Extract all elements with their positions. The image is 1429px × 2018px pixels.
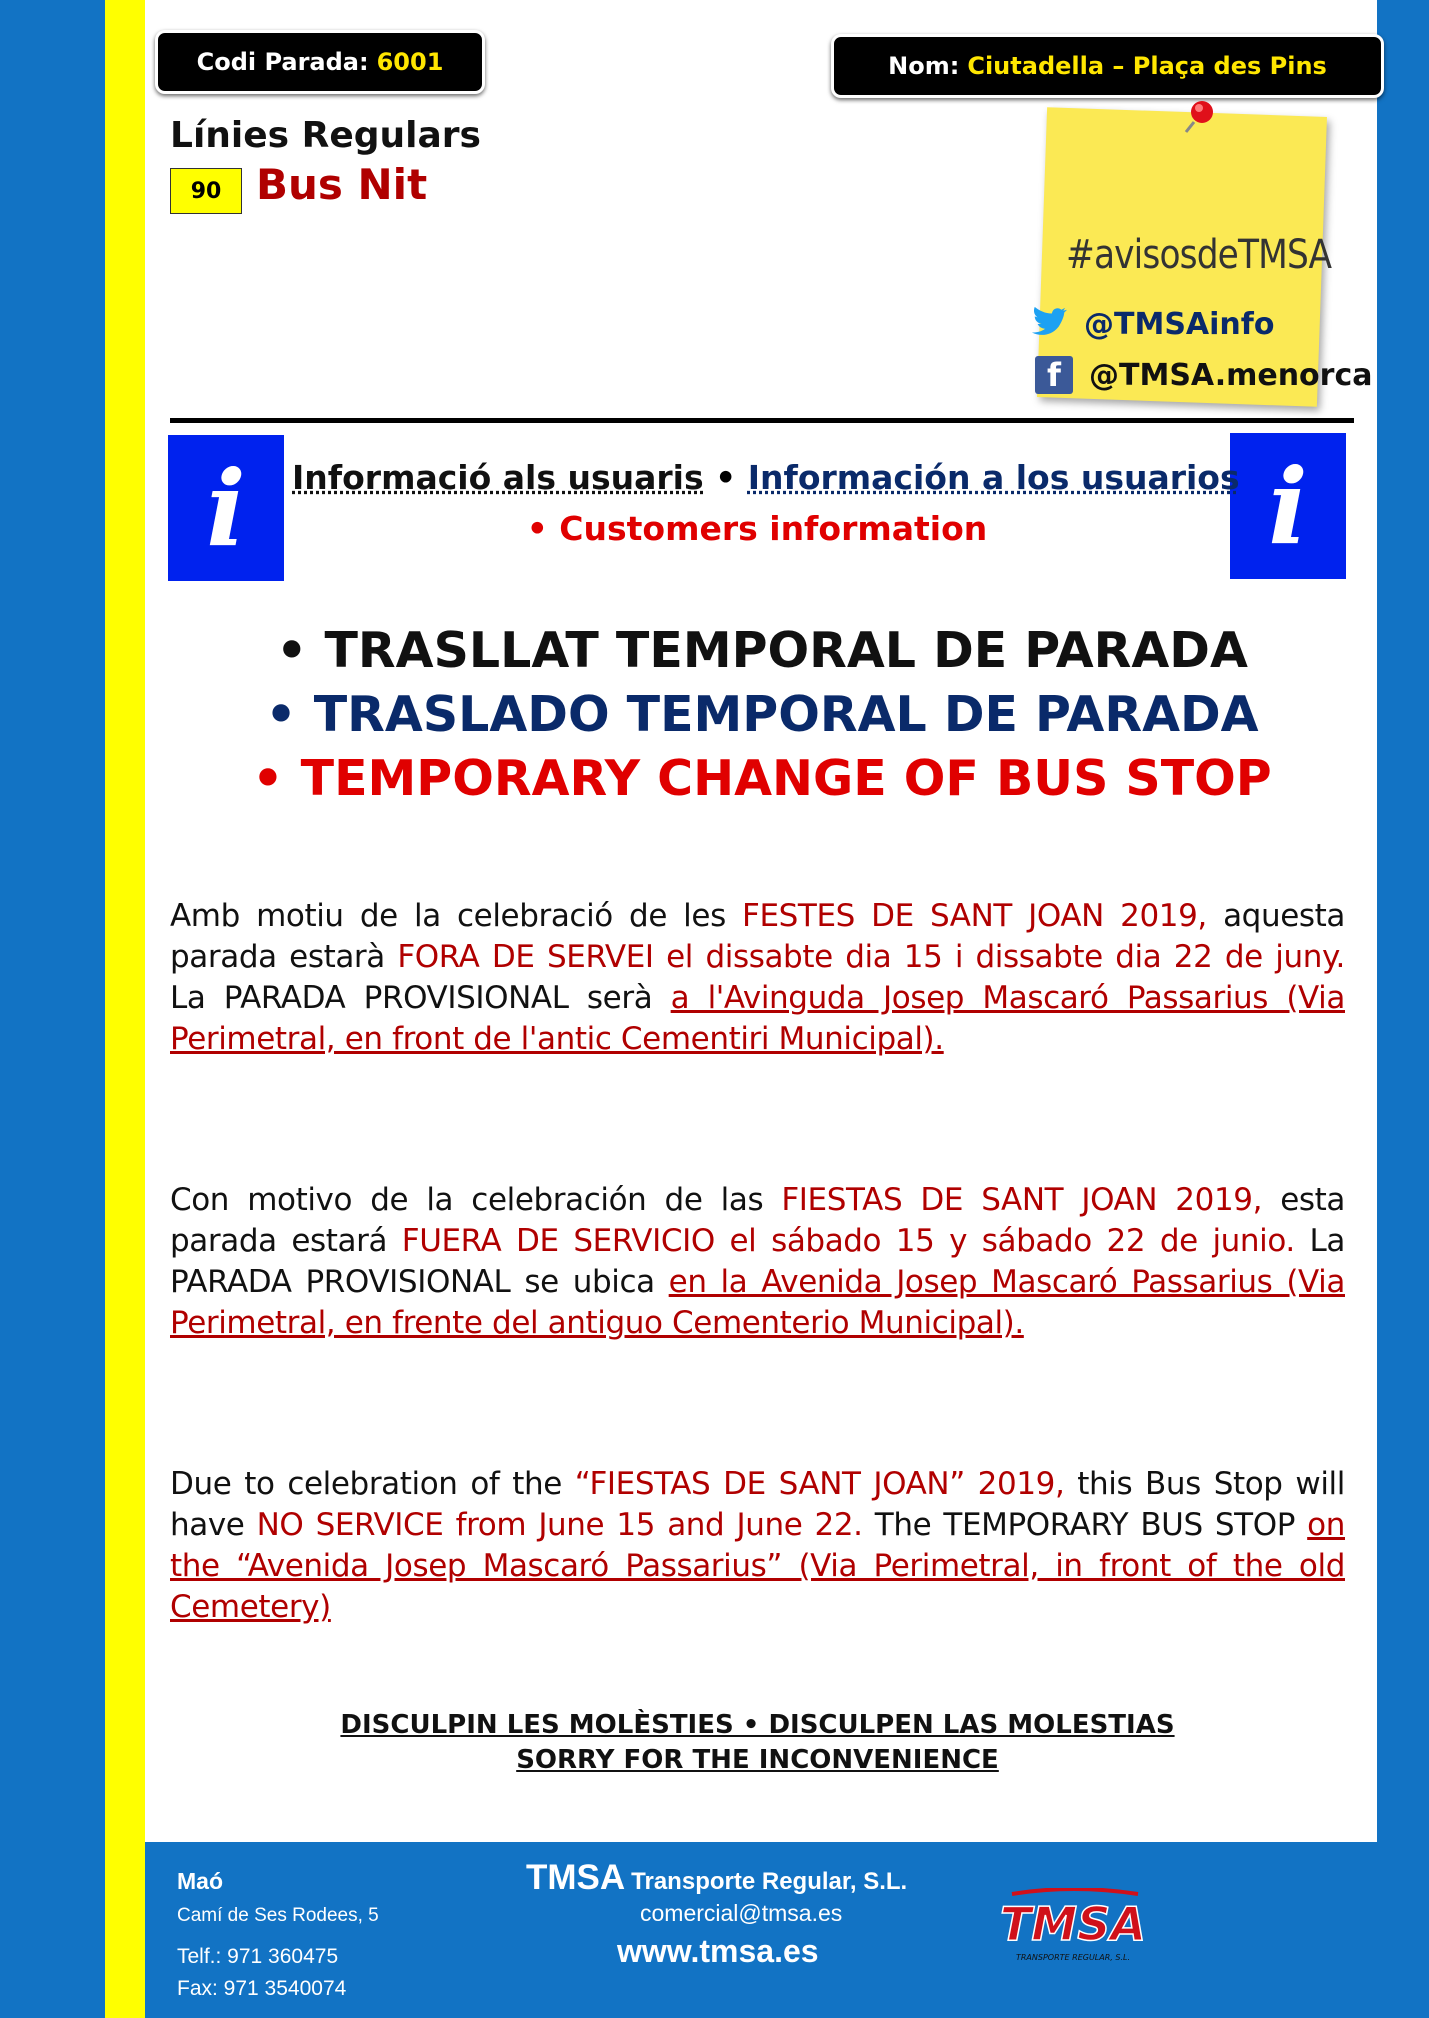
para-event: “FIESTAS DE SANT JOAN” 2019, xyxy=(574,1466,1065,1502)
stop-code-label: Codi Parada: xyxy=(196,48,369,76)
info-heading xyxy=(292,458,1240,497)
hashtag-text: #avisosdeTMSA xyxy=(1066,232,1332,278)
para-out-of-service: FUERA DE SERVICIO el sábado 15 y sábado 22 de junio. xyxy=(401,1223,1295,1259)
para-temporary-location: en la Avenida Josep Mascaró Passarius (Via Perimetral, en frente del antiguo Cementerio Municipal). xyxy=(170,1264,1345,1341)
para-text: Due to celebration of the xyxy=(170,1466,575,1502)
twitter-handle: @TMSAinfo xyxy=(1084,306,1275,342)
footer-company xyxy=(526,1858,907,1898)
stop-name-value: Ciutadella – Plaça des Pins xyxy=(967,52,1327,80)
route-name: Bus Nit xyxy=(256,160,428,209)
para-text: Con motivo de la celebración de las xyxy=(170,1182,782,1218)
para-text: The TEMPORARY BUS STOP xyxy=(862,1507,1308,1543)
info-icon: i xyxy=(1230,433,1346,579)
info-heading-catalan: Informació als usuaris xyxy=(292,458,704,497)
para-text: Amb motiu de la celebració de les xyxy=(170,898,743,934)
apology-line-2: SORRY FOR THE INCONVENIENCE xyxy=(516,1745,999,1775)
facebook-icon: f xyxy=(1035,356,1073,394)
headline-spanish: • TRASLADO TEMPORAL DE PARADA xyxy=(265,686,1259,743)
footer-address: Camí de Ses Rodees, 5 xyxy=(177,1905,379,1926)
headline-catalan: • TRASLLAT TEMPORAL DE PARADA xyxy=(276,622,1248,679)
stop-name-badge xyxy=(831,34,1384,98)
para-event: FIESTAS DE SANT JOAN 2019, xyxy=(781,1182,1263,1218)
info-icon: i xyxy=(168,435,284,581)
para-text: this Bus Stop will have xyxy=(170,1466,1345,1543)
footer-email[interactable]: comercial@tmsa.es xyxy=(640,1900,843,1926)
footer-phone: Telf.: 971 360475 xyxy=(177,1945,339,1968)
facebook-row[interactable] xyxy=(1035,356,1373,394)
para-text: La PARADA PROVISIONAL serà xyxy=(170,980,671,1016)
facebook-handle: @TMSA.menorca xyxy=(1089,357,1373,393)
horizontal-divider xyxy=(170,418,1354,423)
para-temporary-location: a l'Avinguda Josep Mascaró Passarius (Via Perimetral, en front de l'antic Cementiri Municipal). xyxy=(170,980,1345,1057)
info-heading-spanish: Información a los usuarios xyxy=(747,458,1240,497)
paragraph-spanish xyxy=(170,1180,1345,1344)
yellow-side-stripe xyxy=(105,0,145,2018)
para-text: aquesta parada estarà xyxy=(170,898,1345,975)
push-pin-icon xyxy=(1180,96,1220,136)
para-event: FESTES DE SANT JOAN 2019, xyxy=(742,898,1207,934)
footer-fax: Fax: 971 3540074 xyxy=(177,1977,347,2000)
route-number-badge: 90 xyxy=(170,168,242,214)
stop-code-badge xyxy=(155,30,485,94)
stop-name-label: Nom: xyxy=(888,52,960,80)
para-temporary-location: on the “Avenida Josep Mascaró Passarius” (Via Perimetral, in front of the old Cemetery) xyxy=(170,1507,1345,1625)
para-out-of-service: NO SERVICE from June 15 and June 22. xyxy=(256,1507,863,1543)
logo-wordmark: TMSA xyxy=(1000,1897,1146,1951)
info-separator: • xyxy=(715,458,737,497)
logo-subtext: TRANSPORTE REGULAR, S.L. xyxy=(1015,1953,1131,1962)
footer-city: Maó xyxy=(177,1868,223,1894)
twitter-row[interactable] xyxy=(1030,305,1274,343)
stop-code-value: 6001 xyxy=(376,48,444,76)
info-heading-english: • Customers information xyxy=(526,509,988,548)
company-short-name: TMSA xyxy=(526,1858,626,1897)
regular-lines-title: Línies Regulars xyxy=(170,115,481,156)
company-rest-name: Transporte Regular, S.L. xyxy=(631,1868,908,1895)
para-text: La PARADA PROVISIONAL se ubica xyxy=(170,1223,1346,1300)
para-out-of-service: FORA DE SERVEI el dissabte dia 15 i dissabte dia 22 de juny. xyxy=(397,939,1345,975)
headline-english: • TEMPORARY CHANGE OF BUS STOP xyxy=(252,750,1272,807)
twitter-bird-icon xyxy=(1030,305,1068,343)
tmsa-logo xyxy=(998,1888,1148,1968)
apology-line-1: DISCULPIN LES MOLÈSTIES • DISCULPEN LAS MOLESTIAS xyxy=(340,1710,1175,1740)
footer-website[interactable]: www.tmsa.es xyxy=(617,1933,819,1969)
paragraph-english xyxy=(170,1464,1345,1628)
paragraph-catalan xyxy=(170,896,1345,1060)
para-text: esta parada estará xyxy=(170,1182,1345,1259)
